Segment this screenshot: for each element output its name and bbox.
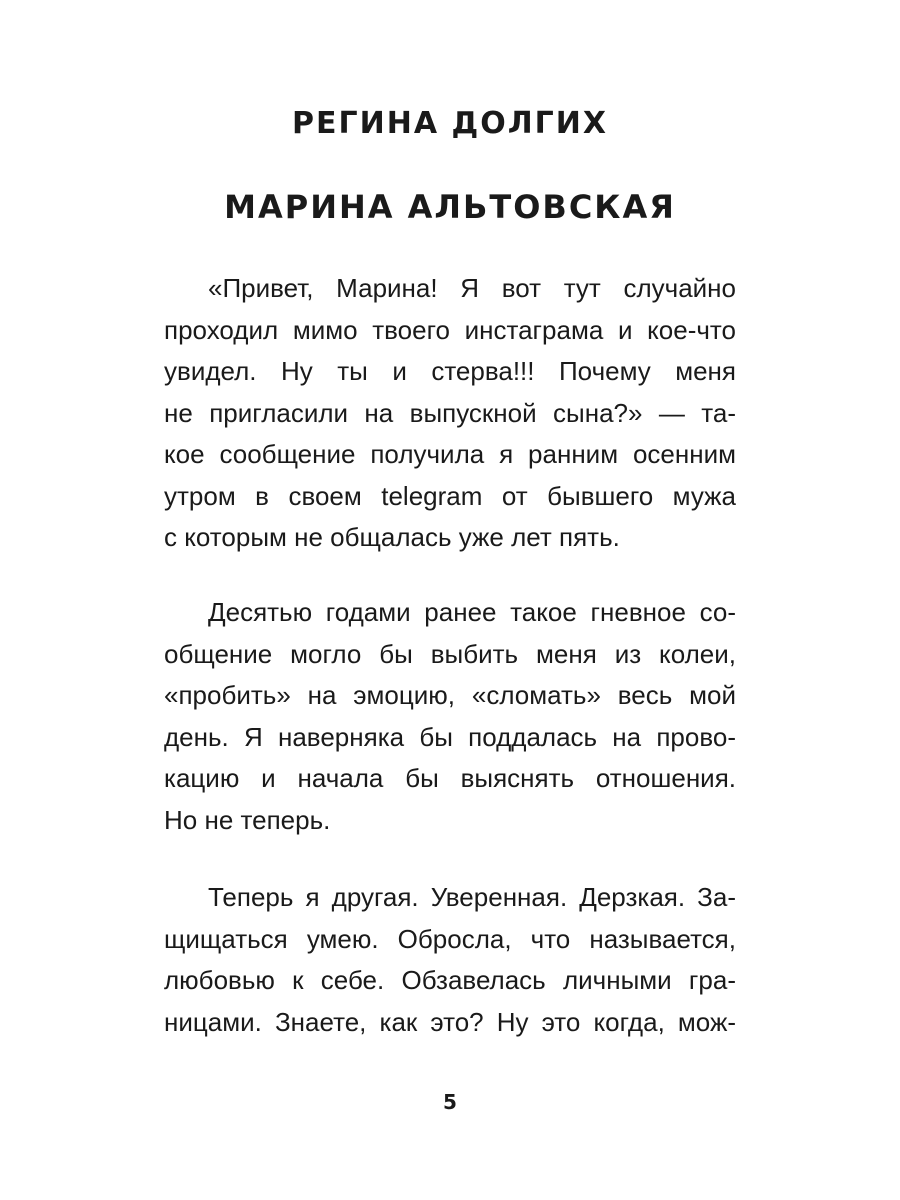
text-line: Но не теперь. bbox=[164, 804, 331, 835]
text-line: Теперь я другая. Уверенная. Дерзкая. За- bbox=[208, 882, 736, 912]
text-line: «пробить» на эмоцию, «сломать» весь мой bbox=[164, 680, 736, 710]
text-line: Десятью годами ранее такое гневное со- bbox=[208, 597, 736, 627]
text-line: кое сообщение получила я ранним осенним bbox=[164, 439, 736, 469]
text-line: ницами. Знаете, как это? Ну это когда, мож- bbox=[164, 1006, 736, 1037]
text-line: не пригласили на выпускной сына?» — та- bbox=[164, 397, 736, 428]
text-line: любовью к себе. Обзавелась личными гра- bbox=[164, 965, 736, 995]
text-line: утром в своем telegram от бывшего мужа bbox=[164, 480, 736, 511]
text-line: увидел. Ну ты и стерва!!! Почему меня bbox=[164, 356, 736, 386]
text-line: проходил мимо твоего инстаграма и кое-что bbox=[164, 314, 736, 345]
text-line: общение могло бы выбить меня из колеи, bbox=[164, 638, 736, 669]
paragraph-2 bbox=[164, 592, 736, 841]
text-line: день. Я наверняка бы поддалась на прово- bbox=[164, 721, 736, 752]
author-name: РЕГИНА ДОЛГИХ bbox=[292, 106, 608, 141]
chapter-title: МАРИНА АЛЬТОВСКАЯ bbox=[224, 188, 676, 226]
page-number: 5 bbox=[443, 1090, 457, 1114]
text-line: с которым не общалась уже лет пять. bbox=[164, 522, 620, 552]
text-line: «Привет, Марина! Я вот тут случайно bbox=[208, 273, 736, 303]
paragraph-3 bbox=[164, 877, 736, 1043]
text-line: кацию и начала бы выяснять отношения. bbox=[164, 763, 736, 793]
paragraph-1 bbox=[164, 268, 736, 559]
text-line: щищаться умею. Обросла, что называется, bbox=[164, 923, 736, 954]
